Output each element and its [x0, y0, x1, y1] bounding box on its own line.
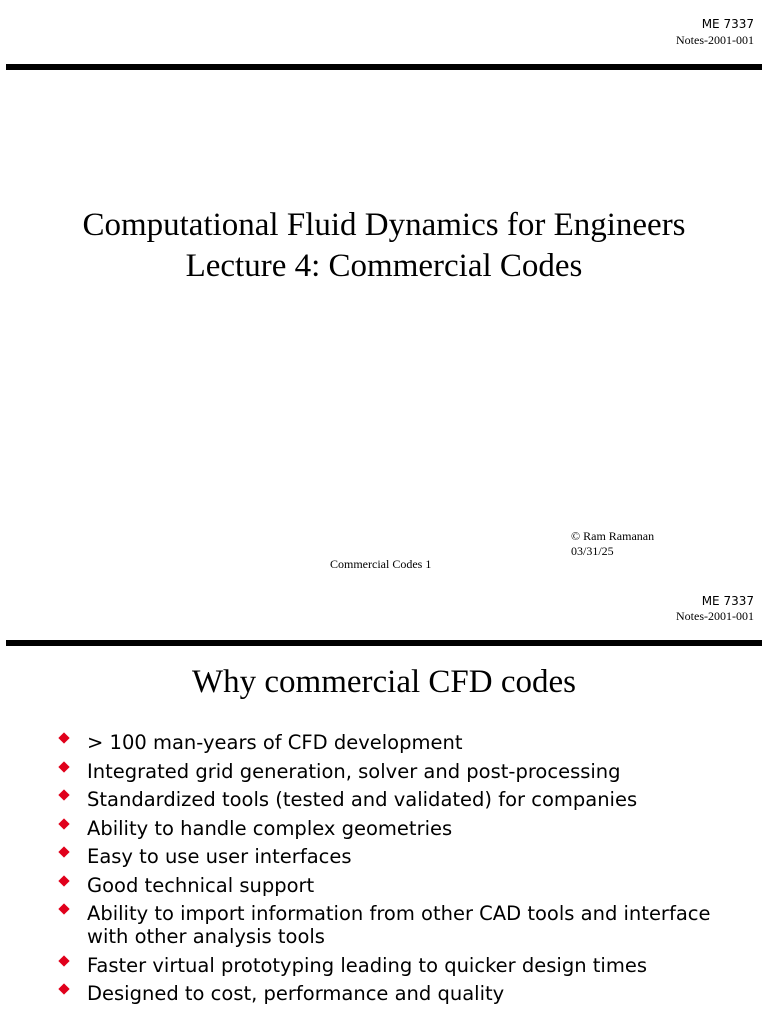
course-number: ME 7337: [701, 594, 754, 608]
bullet-text: > 100 man-years of CFD development: [87, 731, 463, 754]
slide-2: [0, 585, 768, 1024]
list-item: [58, 874, 718, 897]
diamond-bullet-icon: [58, 761, 69, 772]
diamond-bullet-icon: [58, 983, 69, 994]
slide-title-line-2: Lecture 4: Commercial Codes: [185, 248, 583, 284]
list-item: [58, 902, 718, 948]
bullet-text: Ability to handle complex geometries: [87, 816, 453, 840]
list-item: [58, 760, 718, 783]
diamond-bullet-icon: [58, 846, 69, 857]
notes-id: Notes-2001-001: [676, 33, 754, 47]
bullet-text: Integrated grid generation, solver and post-processing: [87, 759, 621, 783]
diamond-bullet-icon: [58, 732, 69, 743]
date: 03/31/25: [571, 544, 614, 558]
list-item: [58, 788, 718, 811]
list-item: [58, 954, 718, 977]
notes-id: Notes-2001-001: [676, 609, 754, 623]
slide-title-line-1: Computational Fluid Dynamics for Engineers: [82, 207, 686, 243]
copyright: © Ram Ramanan: [571, 529, 655, 543]
list-item: [58, 731, 718, 754]
list-item: [58, 845, 718, 868]
bullet-text: Easy to use user interfaces: [87, 845, 352, 868]
bullet-list: [58, 731, 718, 1011]
bullet-text: Ability to import information from other CAD tools and interface with other analysis tools: [87, 902, 711, 948]
course-number: ME 7337: [701, 17, 754, 31]
diamond-bullet-icon: [58, 789, 69, 800]
footer-label: Commercial Codes 1: [330, 557, 432, 571]
diamond-bullet-icon: [58, 903, 69, 914]
bullet-text: Standardized tools (tested and validated) for companies: [87, 788, 638, 811]
diamond-bullet-icon: [58, 875, 69, 886]
header-rule: [6, 64, 762, 70]
list-item: [58, 817, 718, 840]
bullet-text: Designed to cost, performance and quality: [87, 982, 505, 1005]
bullet-text: Good technical support: [87, 873, 315, 897]
bullet-text: Faster virtual prototyping leading to quicker design times: [87, 953, 647, 977]
diamond-bullet-icon: [58, 955, 69, 966]
slide-title: Why commercial CFD codes: [192, 664, 576, 700]
list-item: [58, 982, 718, 1005]
diamond-bullet-icon: [58, 818, 69, 829]
header-rule: [6, 640, 762, 646]
